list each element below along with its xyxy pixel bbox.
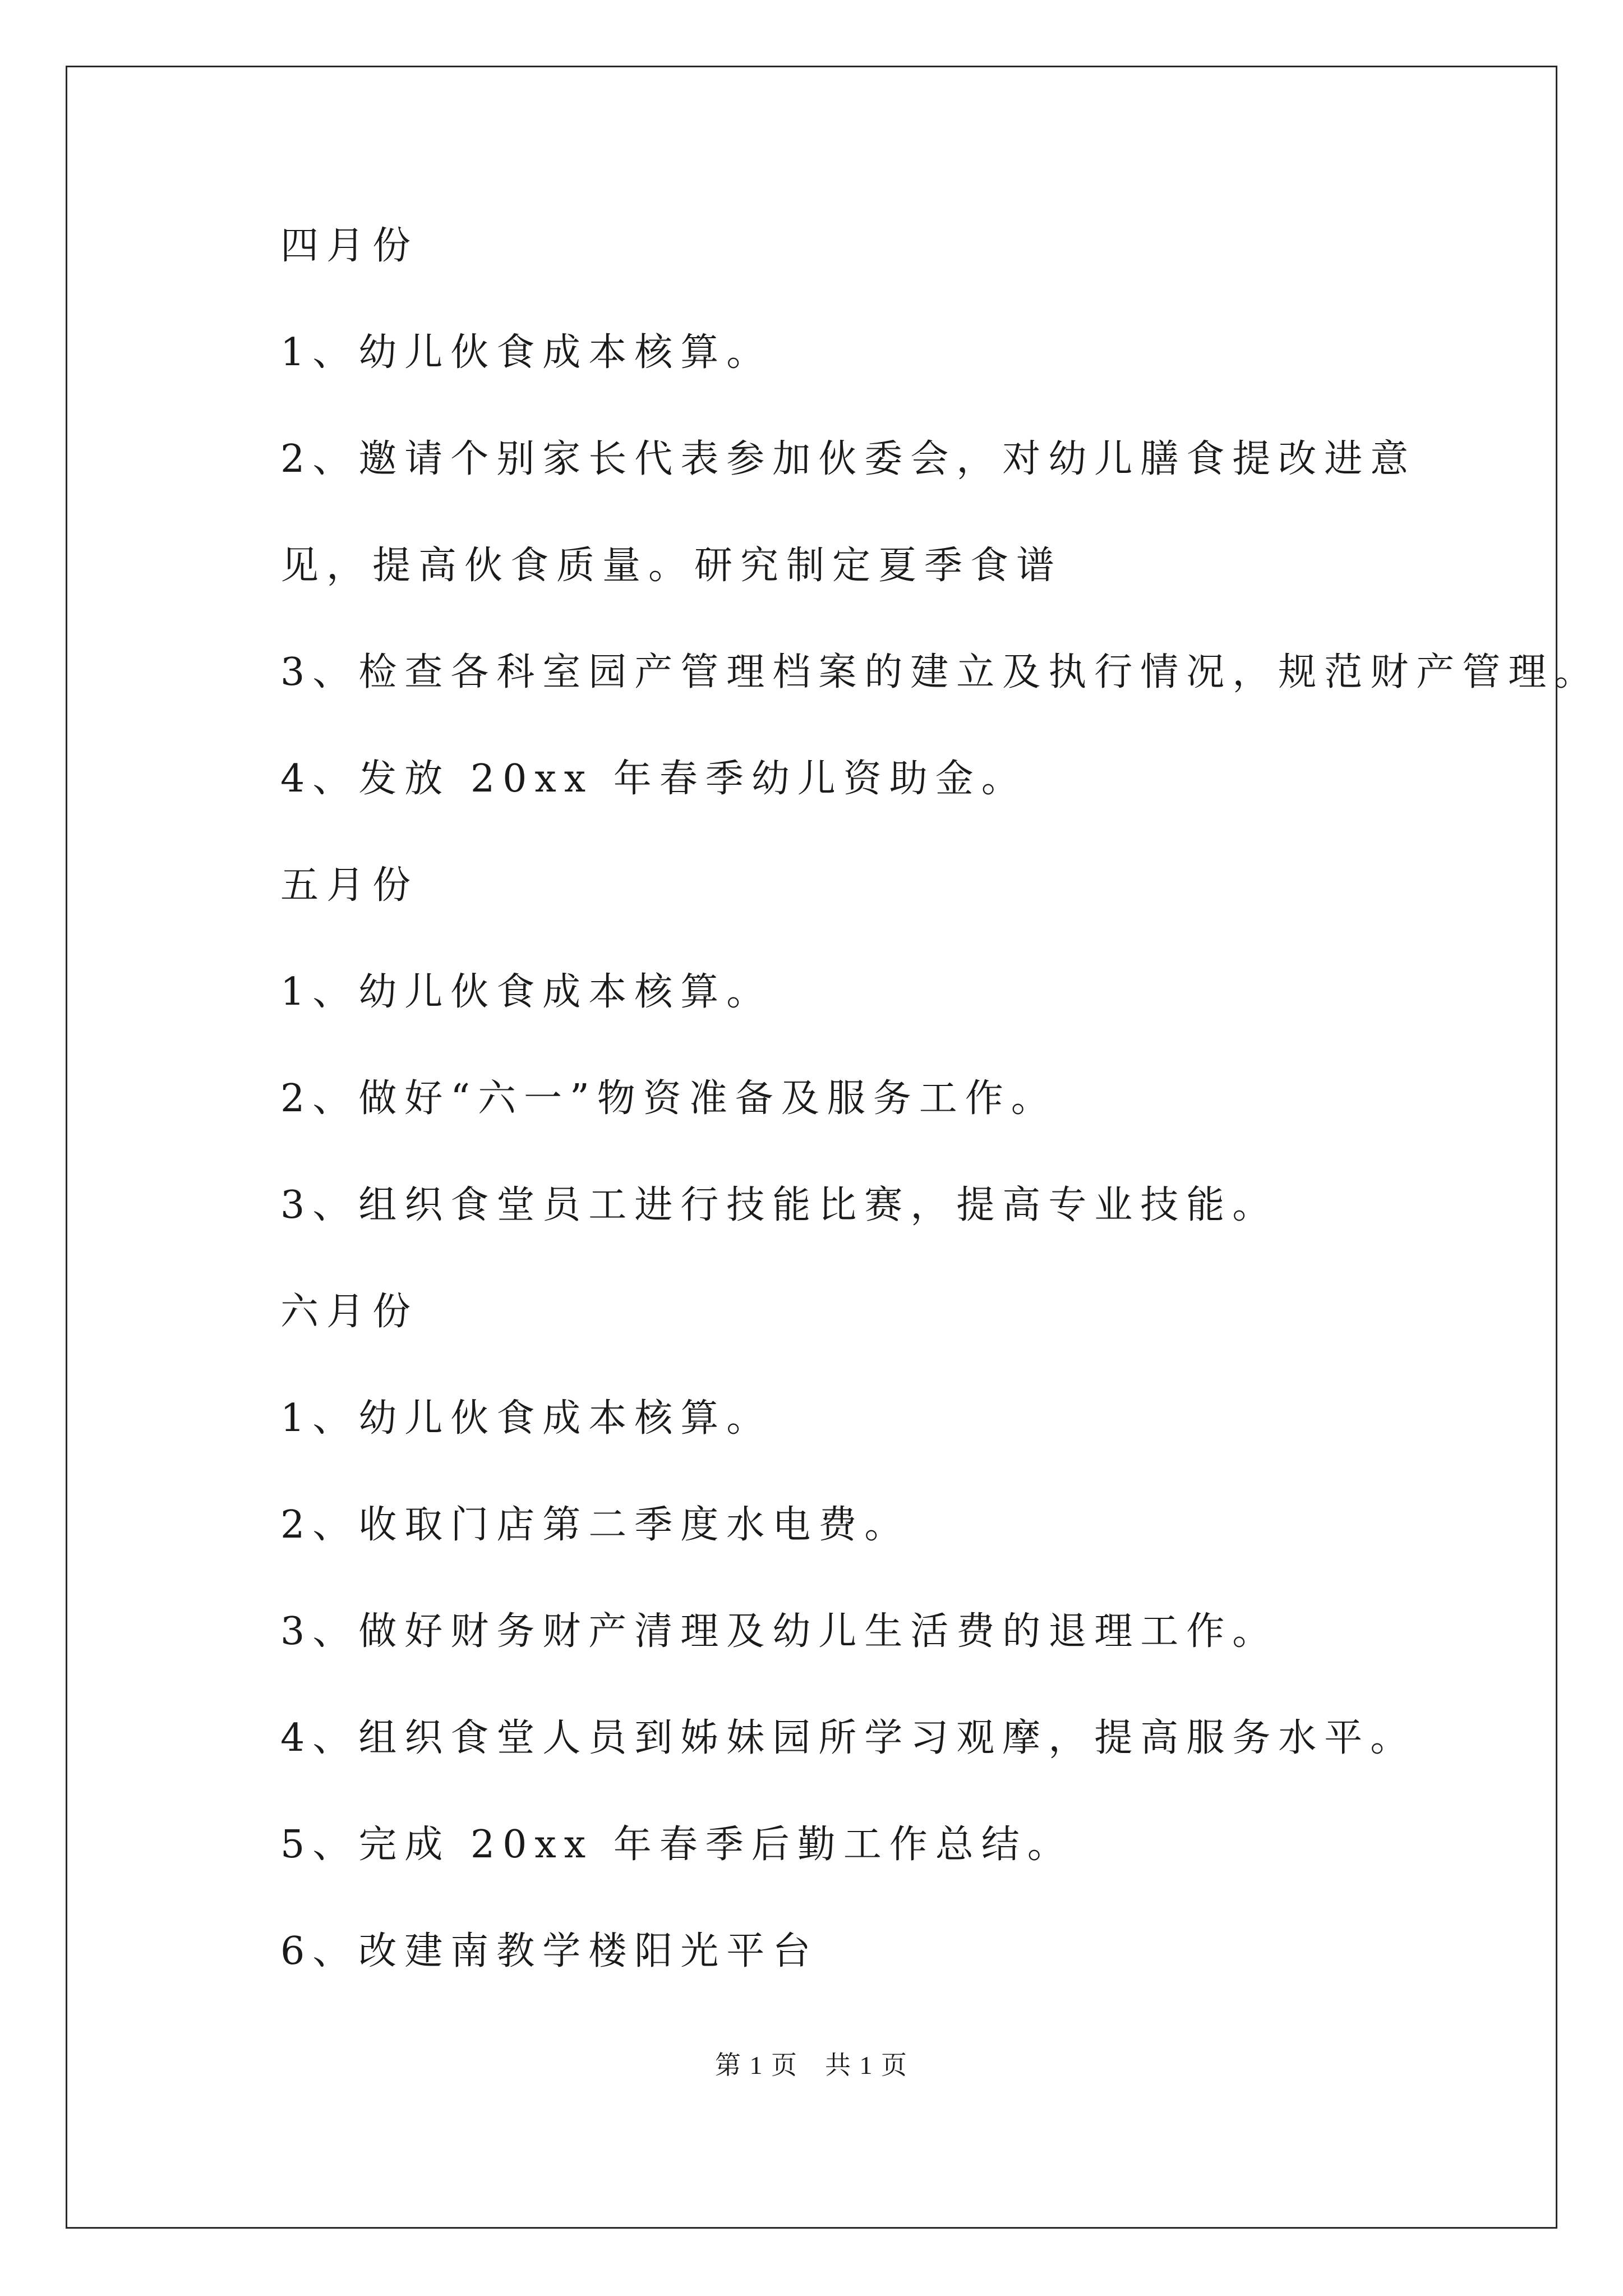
list-item: 4、发放 20xx 年春季幼儿资助金。: [280, 757, 1027, 801]
list-item-continuation: 见，提高伙食质量。研究制定夏季食谱: [280, 544, 1063, 588]
heading-april: 四月份: [280, 224, 419, 268]
list-item: 6、改建南教学楼阳光平台: [280, 1929, 819, 1973]
heading-may: 五月份: [280, 863, 419, 908]
list-item: 1、幼儿伙食成本核算。: [280, 1396, 773, 1441]
list-item: 3、组织食堂员工进行技能比赛，提高专业技能。: [280, 1183, 1279, 1227]
page-number-footer: 第 1 页 共 1 页: [715, 2051, 908, 2079]
heading-june: 六月份: [280, 1290, 419, 1334]
list-item: 3、做好财务财产清理及幼儿生活费的退理工作。: [280, 1609, 1279, 1654]
list-item: 2、邀请个别家长代表参加伙委会，对幼儿膳食提改进意: [280, 437, 1417, 481]
list-item: 2、收取门店第二季度水电费。: [280, 1503, 911, 1547]
list-item: 3、检查各科室园产管理档案的建立及执行情况，规范财产管理。: [280, 650, 1601, 694]
list-item: 1、幼儿伙食成本核算。: [280, 970, 773, 1014]
list-item: 1、幼儿伙食成本核算。: [280, 330, 773, 375]
page-border: [66, 66, 1557, 2229]
list-item: 2、做好“六一”物资准备及服务工作。: [280, 1076, 1057, 1121]
list-item: 4、组织食堂人员到姊妹园所学习观摩，提高服务水平。: [280, 1716, 1417, 1760]
list-item: 5、完成 20xx 年春季后勤工作总结。: [280, 1823, 1073, 1867]
